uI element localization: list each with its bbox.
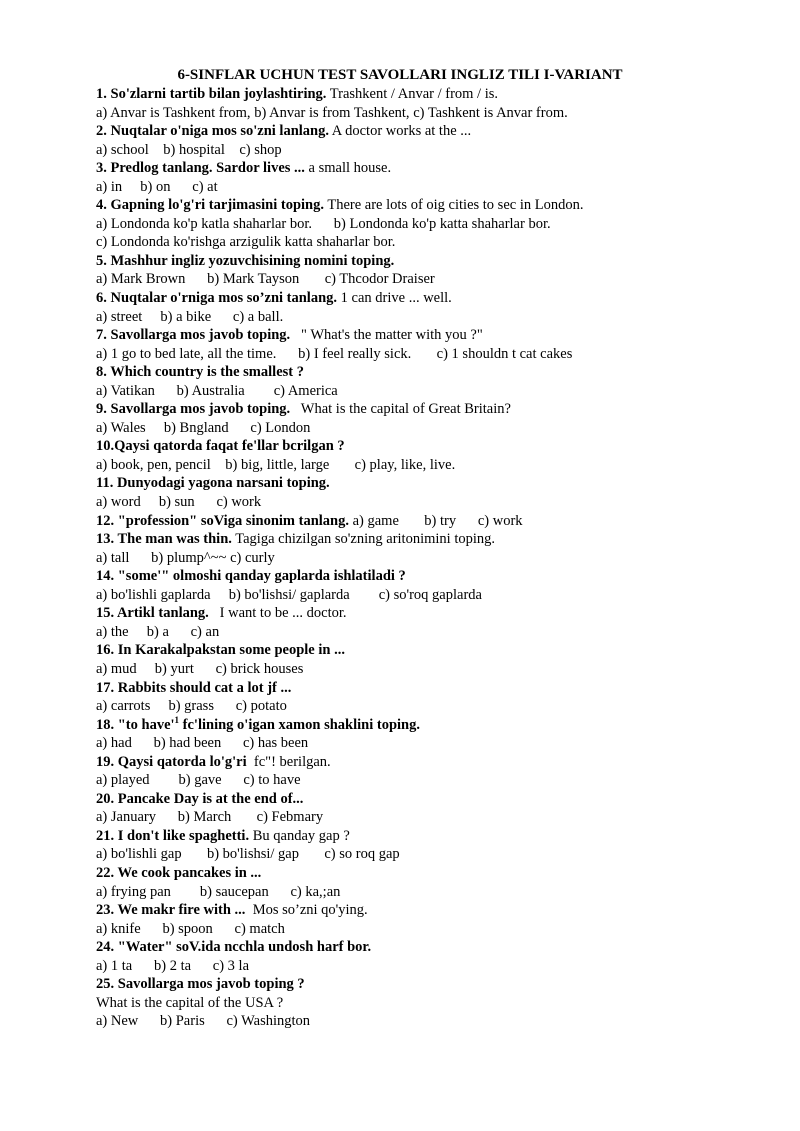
question-3: [96, 159, 786, 178]
question-10-option-c: c) play, like, live.: [354, 456, 456, 473]
question-21-option-c: c) so roq gap: [324, 846, 400, 863]
question-19-option-b: b) gave: [178, 772, 222, 789]
question-13-option-c: c) curly: [230, 549, 275, 566]
question-5-options: [96, 270, 786, 289]
question-24-option-b: b) 2 ta: [153, 957, 192, 974]
question-2-prompt: 2. Nuqtalar o'niga mos so'zni lanlang.: [96, 123, 329, 140]
question-17-prompt: 17. Rabbits should cat a lot jf ...: [96, 679, 292, 696]
question-23-prompt: 23. We makr fire with ...: [96, 902, 246, 919]
question-5-option-a: a) Mark Brown: [96, 271, 186, 288]
question-11-prompt: 11. Dunyodagi yagona narsani toping.: [96, 475, 330, 492]
question-1-option-b: b) Anvar is from Tashkent,: [254, 104, 410, 121]
question-10-options: [96, 456, 786, 475]
question-2-text: A doctor works at the ...: [328, 123, 472, 140]
question-1-options: [96, 104, 786, 123]
document-title: [0, 66, 800, 84]
question-21-text: Bu qanday gap ?: [249, 827, 350, 844]
question-8-option-c: c) America: [273, 382, 338, 399]
question-25-option-a: a) New: [96, 1013, 139, 1030]
question-6-option-c: c) a ball.: [232, 308, 284, 325]
question-17: [96, 679, 786, 698]
question-24-option-c: c) 3 la: [212, 957, 250, 974]
question-7-options: [96, 345, 786, 364]
question-23-text: Mos so’zni qo'ying.: [245, 902, 368, 919]
question-1-option-a: a) Anvar is Tashkent from,: [96, 104, 251, 121]
question-20-options: [96, 808, 786, 827]
question-15-options: [96, 623, 786, 642]
question-13-option-b: b) plump^~~: [151, 549, 227, 566]
question-5-prompt: 5. Mashhur ingliz yozuvchisining nomini toping.: [96, 252, 395, 269]
question-16-options: [96, 660, 786, 679]
question-2-option-a: a) school: [96, 141, 149, 158]
question-17-option-c: c) potato: [235, 698, 287, 715]
question-8-option-b: b) Australia: [176, 382, 245, 399]
question-15-option-c: c) an: [190, 623, 220, 640]
question-25-option-b: b) Paris: [160, 1013, 205, 1030]
question-19-text: fc"! berilgan.: [246, 753, 331, 770]
question-10-option-a: a) book, pen, pencil: [96, 456, 211, 473]
question-6-text: 1 can drive ... well.: [337, 290, 452, 307]
question-19: [96, 753, 786, 772]
question-11-options: [96, 493, 786, 512]
question-6-option-a: a) street: [96, 308, 143, 325]
question-24-options: [96, 957, 786, 976]
question-7-prompt: 7. Savollarga mos javob toping.: [96, 327, 291, 344]
question-18-options: [96, 734, 786, 753]
question-23-options: [96, 920, 786, 939]
question-18-option-a: a) had: [96, 735, 132, 752]
question-14: [96, 567, 786, 586]
question-16: [96, 641, 786, 660]
question-22-prompt: 22. We cook pancakes in ...: [96, 864, 262, 881]
question-4-option-b: b) Londonda ko'p katta shaharlar bor.: [333, 215, 551, 232]
question-9-option-a: a) Wales: [96, 419, 146, 436]
question-9-options: [96, 419, 786, 438]
question-8-prompt: 8. Which country is the smallest ?: [96, 364, 304, 381]
question-13-text: Tagiga chizilgan so'zning aritonimini toping.: [231, 531, 495, 548]
question-19-option-a: a) played: [96, 772, 150, 789]
question-13-options: [96, 549, 786, 568]
question-22-options: [96, 883, 786, 902]
question-21-option-b: b) bo'lishsi/ gap: [206, 846, 299, 863]
question-7-option-c: c) 1 shouldn t cat cakes: [436, 345, 573, 362]
question-5-option-b: b) Mark Tayson: [207, 271, 300, 288]
question-18-prompt-cont: fc'lining o'igan xamon shaklini toping.: [179, 716, 420, 733]
question-22-option-c: c) ka,;an: [290, 883, 341, 900]
question-14-prompt: 14. "some'" olmoshi qanday gaplarda ishlatiladi ?: [96, 568, 406, 585]
question-15-option-b: b) a: [146, 623, 169, 640]
question-15-text: I want to be ... doctor.: [208, 605, 347, 622]
question-2-option-b: b) hospital: [163, 141, 225, 158]
question-23-option-b: b) spoon: [162, 920, 213, 937]
question-10-option-b: b) big, little, large: [225, 456, 330, 473]
question-18-superscript: 1: [174, 714, 180, 725]
question-20-option-b: b) March: [177, 809, 232, 826]
question-3-option-b: b) on: [140, 178, 171, 195]
question-6-prompt: 6. Nuqtalar o'rniga mos so’zni tanlang.: [96, 290, 338, 307]
question-19-prompt: 19. Qaysi qatorda lo'g'ri: [96, 753, 247, 770]
question-7: [96, 326, 786, 345]
question-18-option-c: c) has been: [242, 735, 309, 752]
question-15-option-a: a) the: [96, 623, 129, 640]
question-1-text: Trashkent / Anvar / from / is.: [326, 86, 499, 102]
question-21: [96, 827, 786, 846]
question-9-option-c: c) London: [250, 419, 311, 436]
question-3-options: [96, 178, 786, 197]
question-11-option-a: a) word: [96, 494, 141, 511]
question-13-option-a: a) tall: [96, 549, 130, 566]
question-7-option-a: a) 1 go to bed late, all the time.: [96, 345, 277, 362]
question-12-prompt: 12. "profession" soViga sinonim tanlang.: [96, 512, 349, 529]
question-4-option-c: c) Londonda ko'rishga arzigulik katta shaharlar bor.: [96, 234, 396, 251]
question-list: [96, 85, 786, 1031]
question-17-option-a: a) carrots: [96, 698, 151, 715]
question-19-options: [96, 771, 786, 790]
question-3-prompt: 3. Predlog tanlang. Sardor lives ...: [96, 160, 305, 177]
question-20: [96, 790, 786, 809]
question-2-option-c: c) shop: [239, 141, 282, 158]
question-6-options: [96, 308, 786, 327]
question-8-options: [96, 382, 786, 401]
question-16-option-c: c) brick houses: [215, 660, 304, 677]
question-13: [96, 530, 786, 549]
question-23: [96, 901, 786, 920]
question-25-prompt: 25. Savollarga mos javob toping ?: [96, 976, 305, 993]
question-8-option-a: a) Vatikan: [96, 382, 155, 399]
question-19-option-c: c) to have: [243, 772, 301, 789]
question-23-option-c: c) match: [234, 920, 285, 937]
question-16-option-b: b) yurt: [154, 660, 194, 677]
question-7-text: " What's the matter with you ?": [290, 327, 483, 344]
question-14-option-b: b) bo'lishsi/ gaplarda: [228, 586, 350, 603]
question-11-option-b: b) sun: [158, 494, 195, 511]
question-15-prompt: 15. Artikl tanlang.: [96, 605, 209, 622]
question-16-option-a: a) mud: [96, 660, 137, 677]
question-25-option-c: c) Washington: [226, 1013, 311, 1030]
question-12-option-a: a) game: [352, 512, 399, 529]
question-8: [96, 363, 786, 382]
question-3-option-a: a) in: [96, 178, 123, 195]
question-21-options: [96, 845, 786, 864]
question-6: [96, 289, 786, 308]
question-25-options: [96, 1012, 786, 1031]
question-1: [96, 85, 786, 104]
question-4-text: There are lots of oig cities to sec in London.: [324, 197, 584, 214]
question-12-option-c: c) work: [477, 512, 523, 529]
question-15: [96, 604, 786, 623]
question-13-prompt: 13. The man was thin.: [96, 531, 232, 548]
question-9: [96, 400, 786, 419]
question-10: [96, 437, 786, 456]
question-20-prompt: 20. Pancake Day is at the end of...: [96, 790, 304, 807]
question-24: [96, 938, 786, 957]
question-7-option-b: b) I feel really sick.: [298, 345, 412, 362]
question-1-option-c: c) Tashkent is Anvar from.: [413, 104, 568, 121]
question-3-option-c: c) at: [192, 178, 218, 195]
question-14-option-a: a) bo'lishli gaplarda: [96, 586, 211, 603]
question-17-options: [96, 697, 786, 716]
question-23-option-a: a) knife: [96, 920, 141, 937]
question-9-option-b: b) Bngland: [163, 419, 229, 436]
question-24-prompt: 24. "Water" soV.ida ncchla undosh harf bor.: [96, 939, 372, 956]
question-25-subquestion: What is the capital of the USA ?: [96, 994, 284, 1011]
document-title-text: 6-SINFLAR UCHUN TEST SAVOLLARI INGLIZ TILI I-VARIANT: [177, 67, 623, 83]
question-21-prompt: 21. I don't like spaghetti.: [96, 827, 250, 844]
question-24-option-a: a) 1 ta: [96, 957, 133, 974]
question-11: [96, 474, 786, 493]
question-11-option-c: c) work: [216, 494, 262, 511]
question-25-subline: [96, 994, 786, 1013]
question-18: [96, 716, 786, 735]
question-5: [96, 252, 786, 271]
question-5-option-c: c) Thcodor Draiser: [324, 271, 435, 288]
question-25: [96, 975, 786, 994]
question-16-prompt: 16. In Karakalpakstan some people in ...: [96, 642, 345, 659]
question-20-option-c: c) Febmary: [256, 809, 324, 826]
question-14-options: [96, 586, 786, 605]
question-22: [96, 864, 786, 883]
question-4-prompt: 4. Gapning lo'g'ri tarjimasini toping.: [96, 197, 324, 214]
question-12: [96, 512, 786, 531]
question-3-text: a small house.: [304, 160, 392, 177]
question-21-option-a: a) bo'lishli gap: [96, 846, 182, 863]
question-10-prompt: 10.Qaysi qatorda faqat fe'llar bcrilgan ?: [96, 438, 345, 455]
question-22-option-b: b) saucepan: [199, 883, 269, 900]
question-17-option-b: b) grass: [168, 698, 214, 715]
question-4-option-a: a) Londonda ko'p katla shaharlar bor.: [96, 215, 313, 232]
question-14-option-c: c) so'roq gaplarda: [378, 586, 482, 603]
question-4: [96, 196, 786, 215]
question-4-options-2: [96, 233, 786, 252]
question-18-option-b: b) had been: [153, 735, 222, 752]
question-18-prompt: 18. "to have': [96, 716, 175, 733]
question-22-option-a: a) frying pan: [96, 883, 171, 900]
question-1-prompt: 1. So'zlarni tartib bilan joylashtiring.: [96, 86, 327, 102]
question-9-prompt: 9. Savollarga mos javob toping.: [96, 401, 291, 418]
question-4-options: [96, 215, 786, 234]
question-12-option-b: b) try: [424, 512, 457, 529]
question-9-text: What is the capital of Great Britain?: [290, 401, 511, 418]
question-2: [96, 122, 786, 141]
question-2-options: [96, 141, 786, 160]
question-20-option-a: a) January: [96, 809, 156, 826]
question-6-option-b: b) a bike: [160, 308, 212, 325]
